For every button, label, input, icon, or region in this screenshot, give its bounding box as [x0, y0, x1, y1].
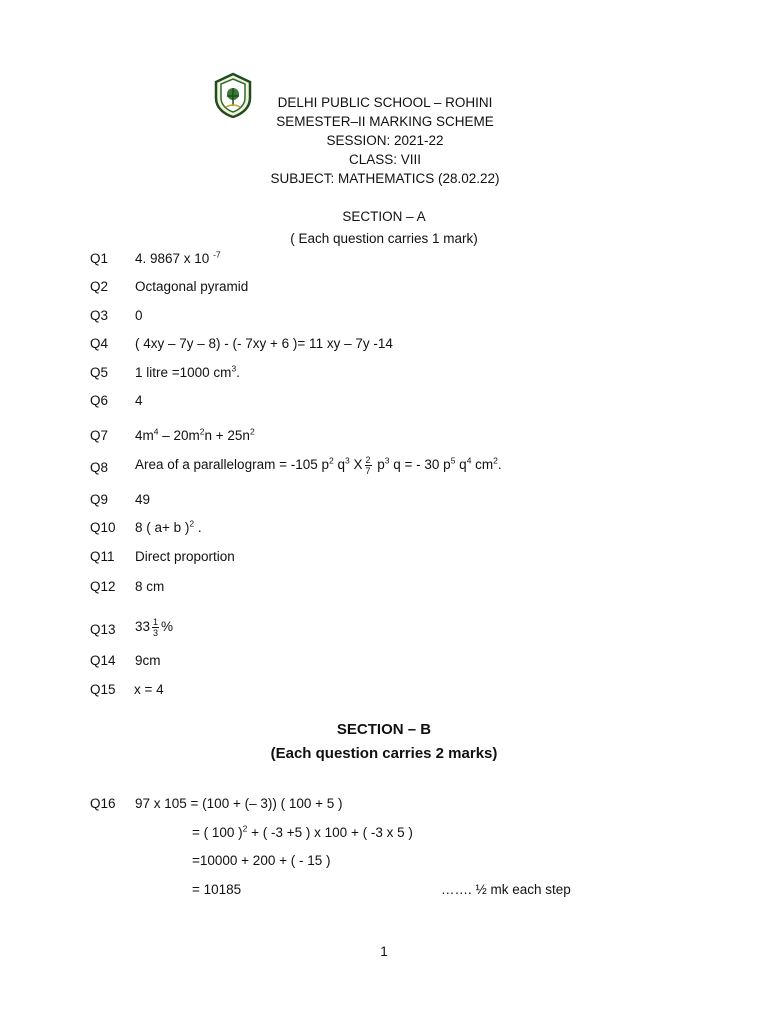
page-number: 1	[380, 944, 388, 959]
answer: ( 4xy – 7y – 8) - (- 7xy + 6 )= 11 xy – 7y -14	[135, 336, 393, 351]
school-name: DELHI PUBLIC SCHOOL – ROHINI	[277, 95, 493, 110]
answer: 33 $\frac{1}{3}$ %	[135, 617, 174, 638]
question-number: Q14	[90, 653, 116, 668]
question-number: Q15	[90, 682, 116, 697]
question-number: Q6	[90, 393, 109, 408]
answer: $4m^4 - 20m^2n + 25n^2$	[135, 426, 255, 443]
section-a-title: SECTION – A	[342, 209, 426, 224]
answer-step: =10000 + 200 + ( - 15 )	[192, 853, 331, 868]
answer: Octagonal pyramid	[135, 279, 249, 294]
session-line: SESSION: 2021-22	[326, 133, 444, 148]
question-number: Q11	[90, 549, 115, 564]
answer: 8 cm	[135, 579, 165, 594]
question-number: Q13	[90, 622, 116, 637]
question-number: Q12	[90, 579, 116, 594]
question-number: Q8	[90, 460, 109, 475]
answer: 4. 9867 x 10 $^{-7}$	[135, 249, 221, 266]
marks-note: ……. ½ mk each step	[441, 882, 571, 897]
answer-step: = 10185	[192, 882, 242, 897]
answer: 49	[135, 492, 151, 507]
class-line: CLASS: VIII	[348, 152, 422, 167]
question-number: Q9	[90, 492, 109, 507]
answer: Area of a parallelogram = -105 $p^2$ $q^3$ X $\frac{2}{7}$ $p^3$ q = - 30 $p^5$ $q^4$ $cm^2$.	[135, 455, 502, 476]
scheme-title: SEMESTER–II MARKING SCHEME	[276, 114, 494, 129]
answer: 1 litre =1000 $cm^3$.	[135, 363, 240, 380]
question-number: Q1	[90, 251, 109, 266]
answer: 8 ( a+ b )$^2$ .	[135, 518, 202, 535]
answer: 9cm	[135, 653, 161, 668]
question-number: Q16	[90, 796, 116, 811]
answer: 0	[135, 308, 143, 323]
question-number: Q7	[90, 428, 109, 443]
question-number: Q2	[90, 279, 109, 294]
answer: 4	[135, 393, 143, 408]
fraction: $\frac{2}{7}$	[365, 455, 371, 476]
section-a-note: ( Each question carries 1 mark)	[290, 231, 478, 246]
answer: x = 4	[134, 682, 164, 697]
question-number: Q10	[90, 520, 116, 535]
answer-step: = ( 100 )$^2$ + ( -3 +5 ) x 100 + ( -3 x 5 )	[192, 823, 413, 840]
answer-line: 97 x 105 = (100 + (– 3)) ( 100 + 5 )	[135, 796, 343, 811]
question-number: Q3	[90, 308, 109, 323]
section-b-note: (Each question carries 2 marks)	[270, 745, 498, 762]
fraction: $\frac{1}{3}$	[153, 617, 159, 638]
subject-line: SUBJECT: MATHEMATICS (28.02.22)	[270, 171, 500, 186]
section-b-title: SECTION – B	[336, 721, 432, 738]
question-number: Q4	[90, 336, 109, 351]
question-number: Q5	[90, 365, 109, 380]
answer: Direct proportion	[135, 549, 235, 564]
